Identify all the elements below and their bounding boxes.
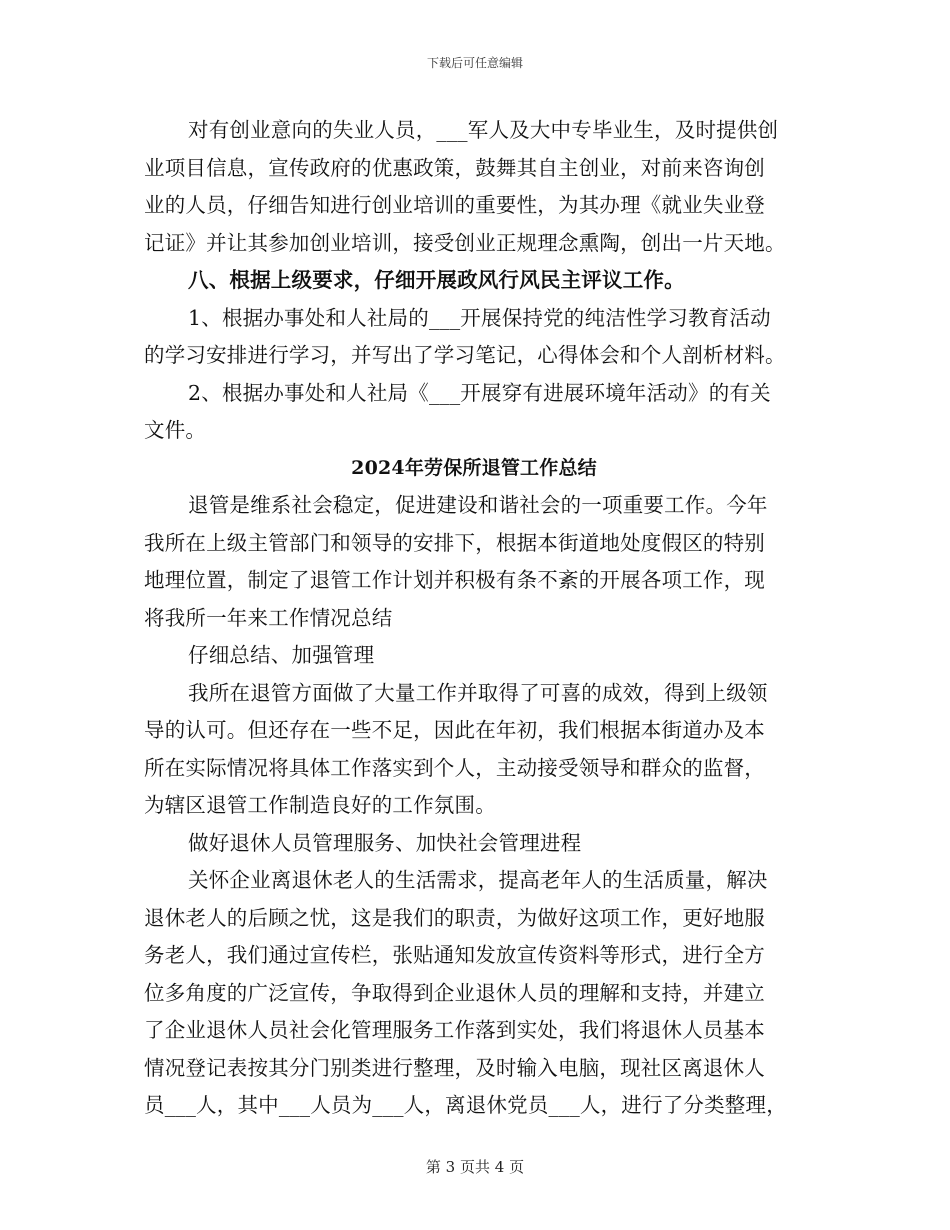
text-line: 我所在退管方面做了大量工作并取得了可喜的成效，得到上级领 xyxy=(188,680,768,705)
text-line: 1、根据办事处和人社局的___开展保持党的纯洁性学习教育活动 xyxy=(188,305,771,330)
text-line: 情况登记表按其分门别类进行整理，及时输入电脑，现社区离退休人 xyxy=(144,1055,765,1080)
text-line: 八、根据上级要求，仔细开展政风行风民主评议工作。 xyxy=(188,268,685,292)
text-line: 务老人，我们通过宣传栏，张贴通知发放宣传资料等形式，进行全方 xyxy=(144,943,765,967)
document-body xyxy=(144,112,804,1125)
text-line: 为辖区退管工作制造良好的工作氛围。 xyxy=(144,793,496,817)
text-line: 2、根据办事处和人社局《___开展穿有进展环境年活动》的有关 xyxy=(188,380,771,405)
text-line: 将我所一年来工作情况总结 xyxy=(144,605,393,630)
text-line: 退休老人的后顾之忧，这是我们的职责，为做好这项工作，更好地服 xyxy=(144,905,765,930)
text-line: 仔细总结、加强管理 xyxy=(188,643,375,667)
text-line: 关怀企业离退休老人的生活需求，提高老年人的生活质量，解决 xyxy=(188,868,768,892)
text-line: 退管是维系社会稳定，促进建设和谐社会的一项重要工作。今年 xyxy=(188,493,768,517)
text-line: 位多角度的广泛宣传，争取得到企业退休人员的理解和支持，并建立 xyxy=(144,980,765,1005)
text-line: 文件。 xyxy=(144,418,207,442)
text-line: 对有创业意向的失业人员，___军人及大中专毕业生，及时提供创 xyxy=(188,118,779,142)
text-line: 导的认可。但还存在一些不足，因此在年初，我们根据本街道办及本 xyxy=(144,718,765,742)
text-line: 业的人员，仔细告知进行创业培训的重要性，为其办理《就业失业登 xyxy=(144,193,765,217)
text-line: 地理位置，制定了退管工作计划并积极有条不紊的开展各项工作，现 xyxy=(144,568,765,592)
text-line: 做好退休人员管理服务、加快社会管理进程 xyxy=(188,830,582,855)
text-line: 所在实际情况将具体工作落实到个人，主动接受领导和群众的监督， xyxy=(144,755,765,780)
section-title: 2024年劳保所退管工作总结 xyxy=(351,456,597,479)
page-header: 下载后可任意编辑 xyxy=(426,56,523,70)
text-line: 的学习安排进行学习，并写出了学习笔记，心得体会和个人剖析材料。 xyxy=(144,343,786,367)
page-footer: 第 3 页共 4 页 xyxy=(425,1158,525,1176)
text-line: 我所在上级主管部门和领导的安排下，根据本街道地处度假区的特别 xyxy=(144,530,765,555)
text-line: 业项目信息，宣传政府的优惠政策，鼓舞其自主创业，对前来咨询创 xyxy=(144,155,765,180)
text-line: 记证》并让其参加创业培训，接受创业正规理念熏陶，创出一片天地。 xyxy=(144,230,786,255)
text-line: 了企业退休人员社会化管理服务工作落到实处，我们将退休人员基本 xyxy=(144,1018,765,1042)
text-line: 员___人，其中___人员为___人，离退休党员___人，进行了分类整理， xyxy=(144,1093,787,1117)
